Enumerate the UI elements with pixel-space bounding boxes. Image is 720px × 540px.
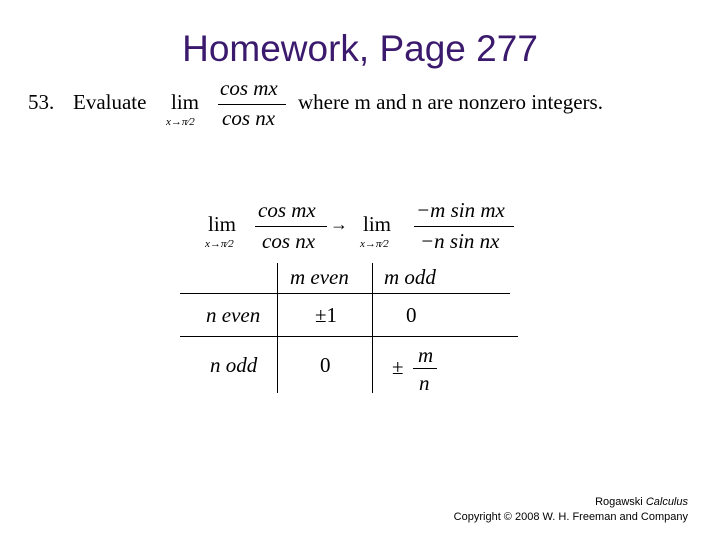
header-divider [180,293,510,294]
row-label-n-even: n even [206,303,261,327]
limit-label: lim [171,90,200,114]
fraction-bar [218,104,286,105]
slide-title: Homework, Page 277 [182,28,538,69]
lhopital-equation [200,198,530,263]
cell-n-even-m-even: ±1 [315,303,338,327]
problem-number: 53. [28,90,55,114]
limit-subscript: x→π⁄2 [360,238,389,250]
left-numerator: cos mx [258,198,316,222]
results-table [180,263,520,393]
column-header-m-odd: m odd [384,265,436,289]
footer-copyright: Copyright © 2008 W. H. Freeman and Company [453,511,688,523]
problem-statement [28,74,718,134]
fraction-bar [413,368,437,369]
fraction-numerator: m [418,343,434,367]
fraction-denominator: cos nx [222,106,276,130]
column-header-m-even: m even [290,265,349,289]
left-denominator: cos nx [262,229,316,253]
right-denominator: −n sin nx [420,229,500,253]
limit-label: lim [208,212,237,236]
row-divider [180,336,518,337]
footer-author: Rogawski [595,496,646,508]
fraction-denominator: n [419,371,430,395]
plus-minus-sign: ± [392,355,404,379]
cell-n-even-m-odd: 0 [406,303,417,327]
footer-book-title: Calculus [645,496,688,508]
fraction-numerator: cos mx [220,76,278,100]
column-divider [277,263,278,393]
right-fraction-bar [414,226,514,227]
column-divider [372,263,373,393]
evaluate-label: Evaluate [73,90,147,114]
right-numerator: −m sin mx [416,198,505,222]
left-fraction-bar [255,226,327,227]
limit-label: lim [363,212,392,236]
limit-subscript: x→π⁄2 [205,238,234,250]
row-label-n-odd: n odd [210,353,258,377]
copyright-footer [454,495,688,525]
cell-n-odd-m-even: 0 [320,353,331,377]
limit-subscript: x→π⁄2 [166,116,195,128]
arrow-icon: → [330,214,348,234]
problem-tail-text: where m and n are nonzero integers. [298,90,603,114]
